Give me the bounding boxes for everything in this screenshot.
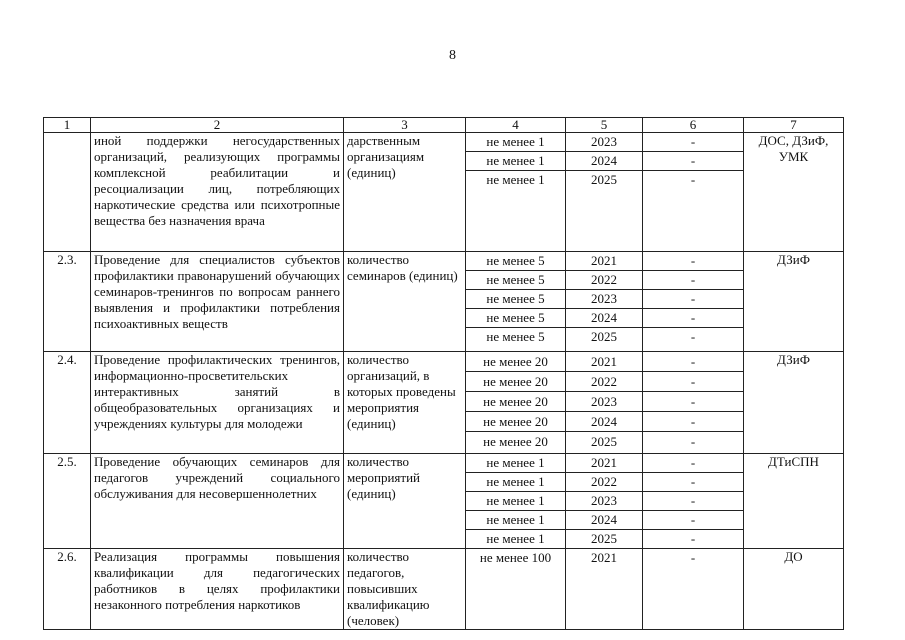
target-value: не менее 5 — [466, 252, 565, 271]
dash-cell: - — [643, 133, 743, 152]
dash-cell: - — [643, 511, 743, 530]
task-description: Проведение обучающих семинаров для педагогов учреждений социального обслуживания для несовершеннолетних — [91, 454, 344, 549]
dash-cell: - — [643, 309, 743, 328]
row-number: 2.5. — [44, 454, 91, 549]
row-number: 2.3. — [44, 252, 91, 352]
year-cell: 2023 — [566, 133, 642, 152]
row-number — [44, 133, 91, 252]
table-row — [44, 549, 844, 630]
year-cell: 2024 — [566, 309, 642, 328]
year-cell: 2025 — [591, 434, 617, 449]
target-value: не менее 5 — [466, 290, 565, 309]
task-description: иной поддержки негосударственных организаций, реализующих программы комплексной реабилитации и ресоциализации лиц, потребляющих наркотические средства или психотропные вещества без назначения врача — [91, 133, 344, 252]
responsible: ДТиСПН — [744, 454, 844, 549]
dash-cell: - — [643, 271, 743, 290]
plan-table — [43, 117, 844, 630]
responsible: ДОС, ДЗиФ, УМК — [744, 133, 844, 252]
indicator: количество организаций, в которых проведены мероприятия (единиц) — [344, 352, 466, 454]
column-header: 5 — [566, 118, 643, 133]
target-value: не менее 5 — [466, 271, 565, 290]
column-header: 1 — [44, 118, 91, 133]
task-description: Проведение профилактических тренингов, информационно-просветительских интерактивных занятий в общеобразовательных организациях и учреждениях культуры для молодежи — [91, 352, 344, 454]
dash-cell: - — [643, 473, 743, 492]
dash-cell: - — [643, 252, 743, 271]
page-number: 8 — [449, 48, 456, 63]
header-row — [44, 118, 844, 133]
target-value: не менее 1 — [486, 531, 545, 546]
target-value: не менее 20 — [466, 352, 565, 372]
target-value: не менее 20 — [466, 392, 565, 412]
dash-cell: - — [690, 329, 696, 344]
target-value: не менее 5 — [466, 309, 565, 328]
column-header: 6 — [643, 118, 744, 133]
year-cell: 2024 — [566, 412, 642, 432]
year-cell: 2024 — [566, 152, 642, 171]
year-cell: 2022 — [566, 372, 642, 392]
column-header: 3 — [344, 118, 466, 133]
table-row — [44, 454, 844, 549]
task-description: Проведение для специалистов субъектов профилактики правонарушений обучающих семинаров-тренингов по вопросам раннего выявления и профилактики потребления психоактивных веществ — [91, 252, 344, 352]
table-row — [44, 252, 844, 352]
target-value: не менее 20 — [466, 412, 565, 432]
responsible: ДЗиФ — [744, 352, 844, 454]
target-value: не менее 1 — [466, 152, 565, 171]
year-cell: 2023 — [566, 492, 642, 511]
target-value: не менее 20 — [466, 372, 565, 392]
target-value: не менее 1 — [466, 511, 565, 530]
year-cell: 2021 — [591, 550, 617, 565]
dash-cell: - — [690, 550, 696, 565]
dash-cell: - — [643, 392, 743, 412]
target-value: не менее 1 — [466, 473, 565, 492]
year-cell: 2023 — [566, 392, 642, 412]
dash-cell: - — [643, 454, 743, 473]
target-value: не менее 1 — [486, 172, 545, 187]
target-value: не менее 1 — [466, 454, 565, 473]
year-cell: 2022 — [566, 271, 642, 290]
dash-cell: - — [643, 372, 743, 392]
target-value: не менее 5 — [486, 329, 545, 344]
dash-cell: - — [643, 352, 743, 372]
dash-cell: - — [643, 152, 743, 171]
year-cell: 2025 — [591, 172, 617, 187]
year-cell: 2021 — [566, 454, 642, 473]
column-header: 4 — [466, 118, 566, 133]
table-row — [44, 352, 844, 454]
indicator: количество семинаров (единиц) — [344, 252, 466, 352]
indicator: дарственным организациям (единиц) — [344, 133, 466, 252]
dash-cell: - — [643, 290, 743, 309]
target-value: не менее 1 — [466, 492, 565, 511]
task-description: Реализация программы повышения квалификации для педагогических работников в целях профилактики незаконного потребления наркотиков — [91, 549, 344, 630]
dash-cell: - — [690, 172, 696, 187]
target-value: не менее 1 — [466, 133, 565, 152]
year-cell: 2021 — [566, 252, 642, 271]
dash-cell: - — [690, 531, 696, 546]
row-number: 2.6. — [44, 549, 91, 630]
target-value: не менее 100 — [479, 550, 552, 565]
year-cell: 2025 — [591, 531, 617, 546]
responsible: ДЗиФ — [744, 252, 844, 352]
dash-cell: - — [690, 434, 696, 449]
column-header: 2 — [91, 118, 344, 133]
year-cell: 2021 — [566, 352, 642, 372]
indicator: количество мероприятий (единиц) — [344, 454, 466, 549]
row-number: 2.4. — [44, 352, 91, 454]
dash-cell: - — [643, 412, 743, 432]
year-cell: 2022 — [566, 473, 642, 492]
table-row — [44, 133, 844, 252]
responsible: ДО — [744, 549, 844, 630]
year-cell: 2023 — [566, 290, 642, 309]
indicator: количество педагогов, повысивших квалификацию (человек) — [344, 549, 466, 630]
dash-cell: - — [643, 492, 743, 511]
year-cell: 2024 — [566, 511, 642, 530]
year-cell: 2025 — [591, 329, 617, 344]
column-header: 7 — [744, 118, 844, 133]
target-value: не менее 20 — [483, 434, 548, 449]
